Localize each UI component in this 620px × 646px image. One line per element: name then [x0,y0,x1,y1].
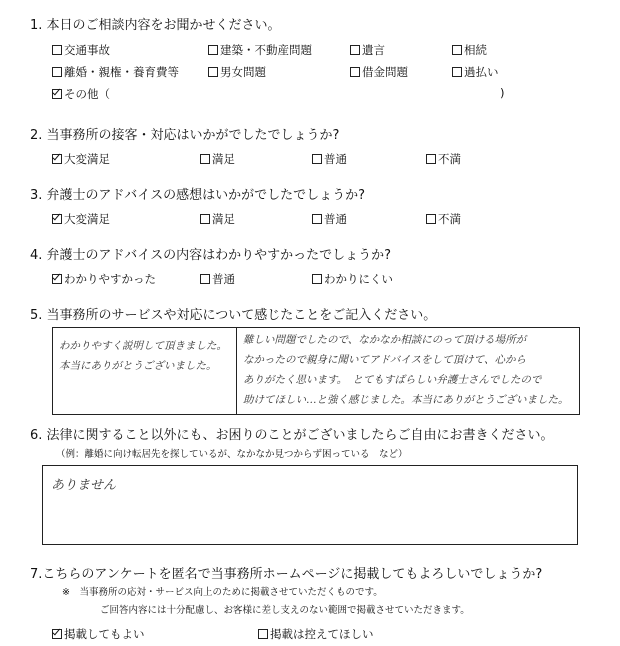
q3-option[interactable]: 満足 [200,211,235,227]
q2-option[interactable]: 不満 [426,151,461,167]
checkbox-icon[interactable] [312,214,322,224]
handwritten-line: わかりやすく説明して頂きました。 [59,340,227,352]
handwritten-answer: ありません [51,478,117,493]
checkbox-icon[interactable] [208,45,218,55]
q1-option-other[interactable]: その他（ [52,86,110,102]
checkbox-icon[interactable] [350,45,360,55]
checkbox-icon[interactable] [350,67,360,77]
handwritten-line: ありがたく思います。 とてもすばらしい弁護士さんでしたので [243,374,542,386]
q6-answer-box[interactable] [42,465,578,545]
checked-checkbox-icon[interactable] [52,89,62,99]
q2-title: 2. 当事務所の接客・対応はいかがでしたでしょうか? [30,128,340,143]
q2-option[interactable]: 普通 [312,151,347,167]
q4-option[interactable]: 普通 [200,271,235,287]
q6-title: 6. 法律に関すること以外にも、お困りのことがございましたらご自由にお書きください。 [30,428,554,443]
q1-option[interactable]: 遺言 [350,42,385,58]
q1-option[interactable]: 男女問題 [208,64,266,80]
q2-option[interactable]: 満足 [200,151,235,167]
checkbox-icon[interactable] [312,154,322,164]
checkbox-icon[interactable] [452,67,462,77]
checkbox-icon[interactable] [52,45,62,55]
q1-option[interactable]: 交通事故 [52,42,110,58]
checked-checkbox-icon[interactable] [52,274,62,284]
q3-option[interactable]: 不満 [426,211,461,227]
q1-other-close: ) [500,86,505,100]
q7-option[interactable]: 掲載は控えてほしい [258,626,374,642]
q1-title: 1. 本日のご相談内容をお聞かせください。 [30,18,281,33]
checkbox-icon[interactable] [208,67,218,77]
checked-checkbox-icon[interactable] [52,154,62,164]
q4-option[interactable]: わかりやすかった [52,271,156,287]
handwritten-line: 難しい問題でしたので、なかなか相談にのって頂ける場所が [243,334,527,346]
checkbox-icon[interactable] [426,154,436,164]
q3-option[interactable]: 普通 [312,211,347,227]
checkbox-icon[interactable] [452,45,462,55]
q1-option[interactable]: 離婚・親権・養育費等 [52,64,179,80]
q1-option[interactable]: 相続 [452,42,487,58]
q1-option[interactable]: 建築・不動産問題 [208,42,312,58]
q7-note: ※ 当事務所の応対・サービス向上のために掲載させていただくものです。 [62,587,383,598]
q7-note: ご回答内容には十分配慮し、お客様に差し支えのない範囲で掲載させていただきます。 [100,605,470,616]
q3-title: 3. 弁護士のアドバイスの感想はいかがでしたでしょうか? [30,188,366,203]
q1-option[interactable]: 借金問題 [350,64,408,80]
q3-option[interactable]: 大変満足 [52,211,110,227]
q5-answer-box[interactable] [52,327,580,415]
handwritten-line: 本当にありがとうございました。 [59,360,217,372]
checked-checkbox-icon[interactable] [52,214,62,224]
q4-title: 4. 弁護士のアドバイスの内容はわかりやすかったでしょうか? [30,248,392,263]
q4-option[interactable]: わかりにくい [312,271,393,287]
q1-option[interactable]: 過払い [452,64,499,80]
checked-checkbox-icon[interactable] [52,629,62,639]
q2-option[interactable]: 大変満足 [52,151,110,167]
handwritten-line: 助けてほしい…と強く感じました。本当にありがとうございました。 [243,394,569,406]
q7-title: 7.こちらのアンケートを匿名で当事務所ホームページに掲載してもよろしいでしょうか? [30,567,543,582]
checkbox-icon[interactable] [426,214,436,224]
q5-title: 5. 当事務所のサービスや対応について感じたことをご記入ください。 [30,308,437,323]
checkbox-icon[interactable] [200,274,210,284]
checkbox-icon[interactable] [200,154,210,164]
checkbox-icon[interactable] [52,67,62,77]
handwritten-line: なかったので親身に聞いてアドバイスをして頂けて、心から [243,354,526,366]
divider [236,328,237,414]
checkbox-icon[interactable] [312,274,322,284]
checkbox-icon[interactable] [200,214,210,224]
q7-option[interactable]: 掲載してもよい [52,626,145,642]
q6-example: （例：離婚に向け転居先を探しているが、なかなか見つからず困っている など） [56,449,408,460]
checkbox-icon[interactable] [258,629,268,639]
